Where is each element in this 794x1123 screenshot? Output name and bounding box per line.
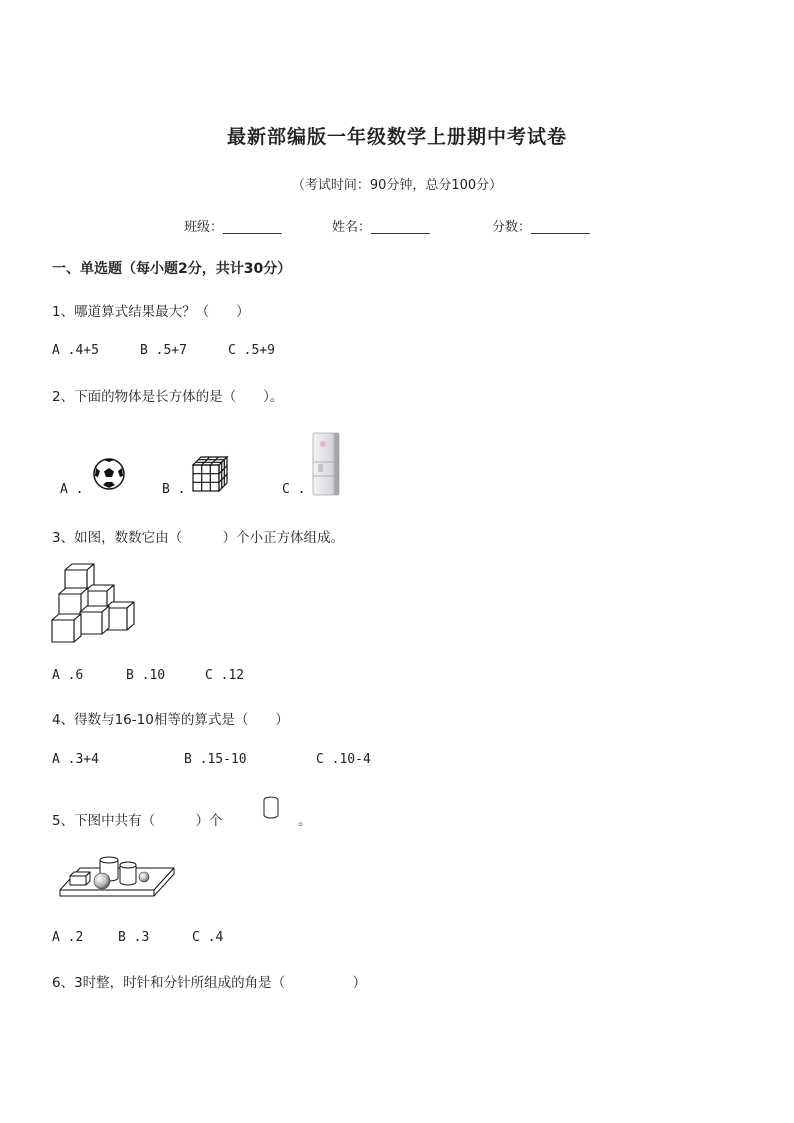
- question-3: 3、如图，数数它由（ ）个小正方体组成。: [52, 530, 345, 546]
- page-title: 最新部编版一年级数学上册期中考试卷: [226, 126, 567, 148]
- solids-on-board-figure: [58, 850, 176, 898]
- q4-option-c[interactable]: C .10-4: [316, 752, 371, 767]
- q4-option-a[interactable]: A .3+4: [52, 752, 99, 767]
- q2-option-a[interactable]: A .: [60, 482, 84, 497]
- score-field[interactable]: 分数：_________: [492, 220, 590, 235]
- q5-option-b[interactable]: B .3: [118, 930, 150, 945]
- q1-option-b[interactable]: B .5+7: [140, 343, 187, 358]
- q5-option-c[interactable]: C .4: [192, 930, 224, 945]
- cylinder-icon: [262, 796, 280, 820]
- question-6: 6、3时整，时针和分针所组成的角是（ ）: [52, 975, 367, 991]
- class-field[interactable]: 班级：_________: [184, 220, 282, 235]
- question-2: 2、下面的物体是长方体的是（ ）。: [52, 389, 284, 405]
- q2-option-b[interactable]: B .: [162, 482, 186, 497]
- q1-option-c[interactable]: C .5+9: [228, 343, 275, 358]
- section-heading: 一、单选题（每小题2分，共计30分）: [52, 261, 292, 277]
- question-5: 5、下图中共有（ ）个: [52, 813, 223, 829]
- q2-option-c[interactable]: C .: [282, 482, 306, 497]
- q3-option-b[interactable]: B .10: [126, 668, 166, 683]
- refrigerator-icon: [310, 432, 342, 496]
- exam-subtitle: （考试时间：90分钟，总分100分）: [291, 178, 503, 193]
- q3-option-c[interactable]: C .12: [205, 668, 245, 683]
- q5-option-a[interactable]: A .2: [52, 930, 84, 945]
- soccer-ball-icon: [93, 458, 125, 490]
- q4-option-b[interactable]: B .15-10: [184, 752, 247, 767]
- question-5-suffix: 。: [298, 813, 312, 829]
- question-4: 4、得数与16-10相等的算式是（ ）: [52, 712, 289, 728]
- q3-option-a[interactable]: A .6: [52, 668, 84, 683]
- question-1: 1、哪道算式结果最大？（ ）: [52, 304, 250, 320]
- name-field[interactable]: 姓名：_________: [332, 220, 430, 235]
- q1-option-a[interactable]: A .4+5: [52, 343, 99, 358]
- stacked-cubes-figure: [50, 562, 136, 646]
- rubiks-cube-icon: [192, 456, 230, 492]
